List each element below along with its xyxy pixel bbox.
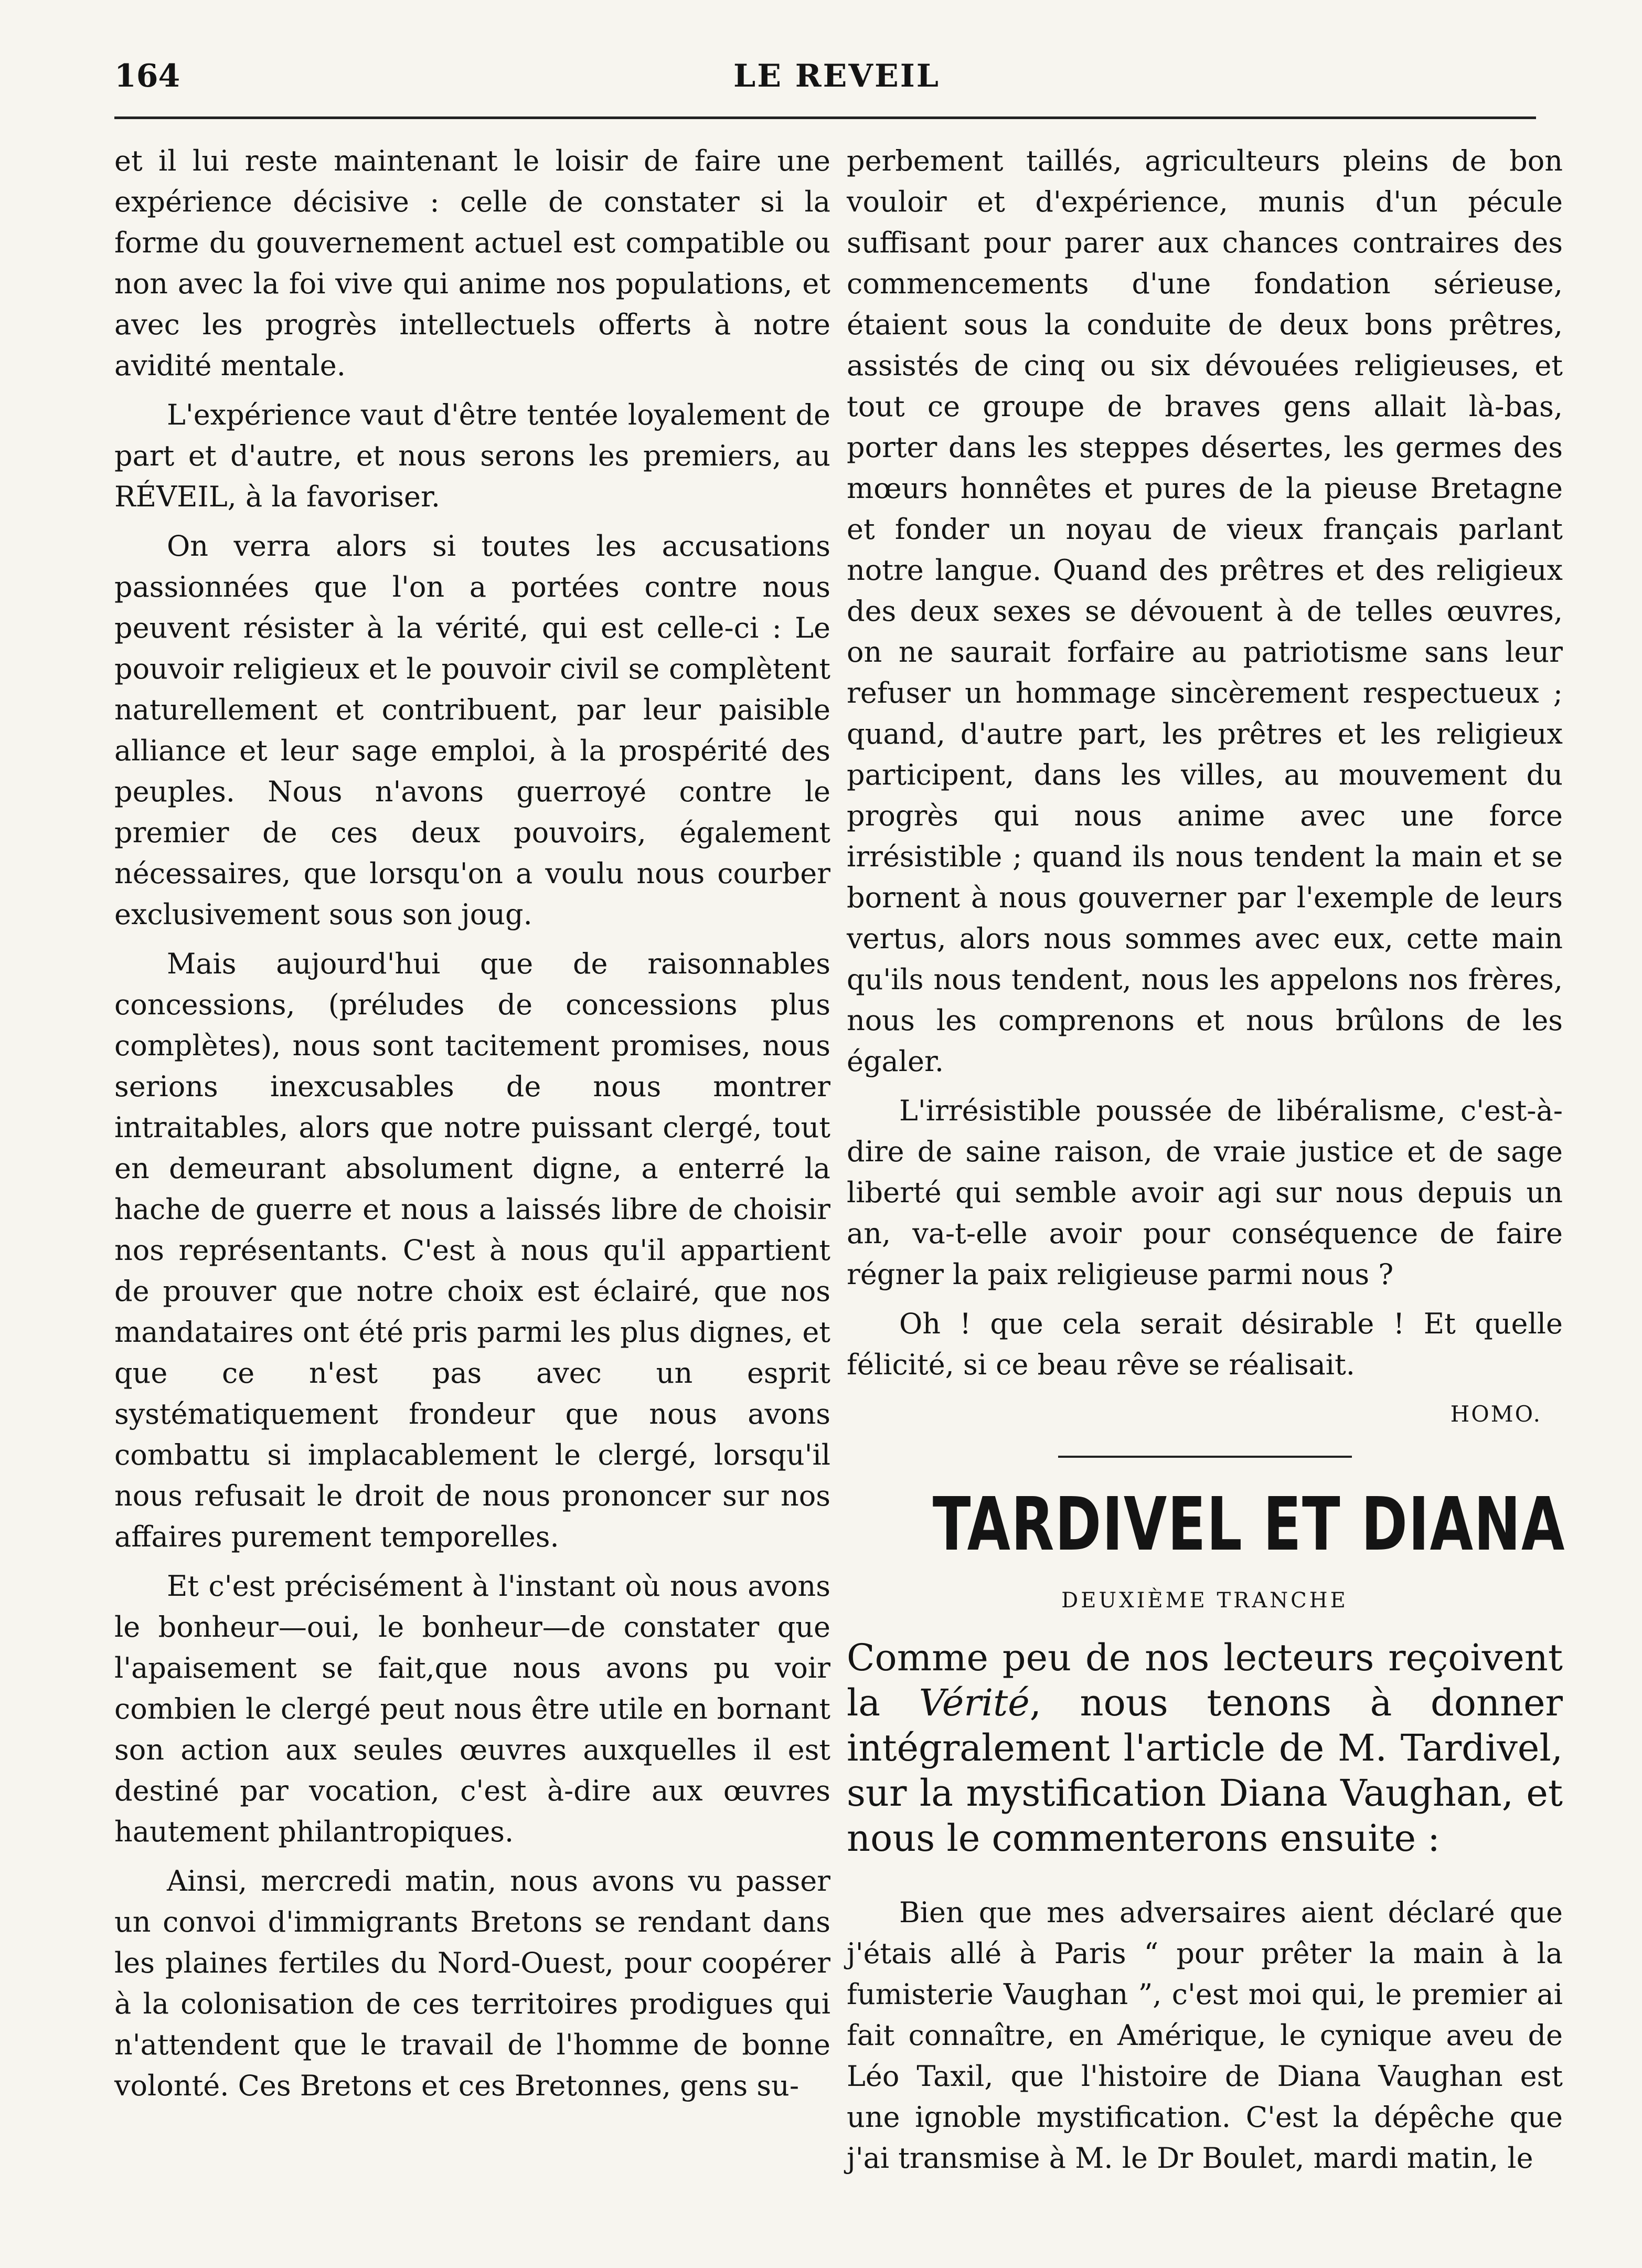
paragraph: Et c'est précisément à l'instant où nous avons le bonheur—oui, le bonheur—de constater que l'apaisement se fait,que nous avons pu voir combien le clergé peut nous être utile en bornant son action aux seules œuvres auxquelles il est destiné par vocation, c'est à-dire aux œuvres hautement philantropiques. — [114, 1570, 830, 1848]
left-column — [114, 141, 830, 2115]
header-rule — [114, 116, 1536, 119]
page-number: 164 — [114, 58, 180, 94]
paragraph: On verra alors si toutes les accusations passionnées que l'on a portées contre nous peuvent résister à la vérité, qui est celle-ci : Le pouvoir religieux et le pouvoir civil se complètent naturellement et contribuent, par leur paisible alliance et leur sage emploi, à la prospérité des peuples. Nous n'avons guerroyé contre le premier de ces deux pouvoirs, également nécessaires, que lorsqu'on a voulu nous courber exclusivement sous son joug. — [114, 529, 830, 931]
intro-emphasis: Vérité — [919, 1681, 1030, 1724]
signature: HOMO. — [1450, 1401, 1542, 1427]
paragraph: L'expérience vaut d'être tentée loyalement de part et d'autre, et nous serons les premiers, au RÉVEIL, à la favoriser. — [114, 398, 830, 513]
journal-title: LE REVEIL — [733, 58, 940, 94]
article-divider — [1058, 1456, 1352, 1458]
article-headline: TARDIVEL ET DIANA — [932, 1482, 1565, 1567]
page-header — [114, 58, 1536, 105]
intro-text: Comme peu de nos lecteurs reçoivent la — [847, 1636, 1563, 1724]
paragraph: Mais aujourd'hui que de raisonnables concessions, (préludes de concessions plus complètes), nous sont tacitement promises, nous serions inexcusables de nous montrer intraitables, alors que notre puissant clergé, tout en demeurant absolument digne, a enterré la hache de guerre et nous a laissés libre de choisir nos représentants. C'est à nous qu'il appartient de prouver que notre choix est éclairé, que nos mandataires ont été pris parmi les plus dignes, et que ce n'est pas avec un esprit systématiquement frondeur que nous avons combattu si implacablement le clergé, lorsqu'il nous refusait le droit de nous prononcer sur nos affaires purement temporelles. — [114, 947, 830, 1553]
paragraph: Oh ! que cela serait désirable ! Et quelle félicité, si ce beau rêve se réalisait. — [847, 1307, 1563, 1381]
paragraph: L'irrésistible poussée de libéralisme, c'est-à-dire de saine raison, de vraie justice et de sage liberté qui semble avoir agi sur nous depuis un an, va-t-elle avoir pour conséquence de faire régner la paix religieuse parmi nous ? — [847, 1094, 1563, 1291]
right-column — [847, 141, 1563, 2187]
paragraph: Ainsi, mercredi matin, nous avons vu passer un convoi d'immigrants Bretons se rendant dans les plaines fertiles du Nord-Ouest, pour coopérer à la colonisation de ces territoires prodigues qui n'attendent que le travail de l'homme de bonne volonté. Ces Bretons et ces Bretonnes, gens su- — [114, 1864, 830, 2102]
intro-text: , nous tenons à donner intégralement l'article de M. Tardivel, sur la mystification Diana Vaughan, et nous le commenterons ensuite : — [847, 1681, 1563, 1860]
article-body: Bien que mes adversaires aient déclaré que j'étais allé à Paris “ pour prêter la main à la fumisterie Vaughan ”, c'est moi qui, le premier ai fait connaître, en Amérique, le cynique aveu de Léo Taxil, que l'histoire de Diana Vaughan est une ignoble mystification. C'est la dépêche que j'ai transmise à M. le Dr Boulet, mardi matin, le — [847, 1896, 1563, 2175]
paragraph: perbement taillés, agriculteurs pleins de bon vouloir et d'expérience, munis d'un pécule suffisant pour parer aux chances contraires des commencements d'une fondation sérieuse, étaient sous la conduite de deux bons prêtres, assistés de cinq ou six dévouées religieuses, et tout ce groupe de braves gens allait là-bas, porter dans les steppes désertes, les germes des mœurs honnêtes et pures de la pieuse Bretagne et fonder un noyau de vieux français parlant notre langue. Quand des prêtres et des religieux des deux sexes se dévouent à de telles œuvres, on ne saurait forfaire au patriotisme sans leur refuser un hommage sincèrement respectueux ; quand, d'autre part, les prêtres et les religieux participent, dans les villes, au mouvement du progrès qui nous anime avec une force irrésistible ; quand ils nous tendent la main et se bornent à nous gouverner par l'exemple de leurs vertus, alors nous sommes avec eux, cette main qu'ils nous tendent, nous les appelons nos frères, nous les comprenons et nous brûlons de les égaler. — [847, 144, 1563, 1078]
article-intro — [847, 1635, 1563, 1861]
article-subheading: DEUXIÈME TRANCHE — [1061, 1588, 1348, 1613]
paragraph: et il lui reste maintenant le loisir de faire une expérience décisive : celle de constater si la forme du gouvernement actuel est compatible ou non avec la foi vive qui anime nos populations, et avec les progrès intellectuels offerts à notre avidité mentale. — [114, 144, 830, 382]
